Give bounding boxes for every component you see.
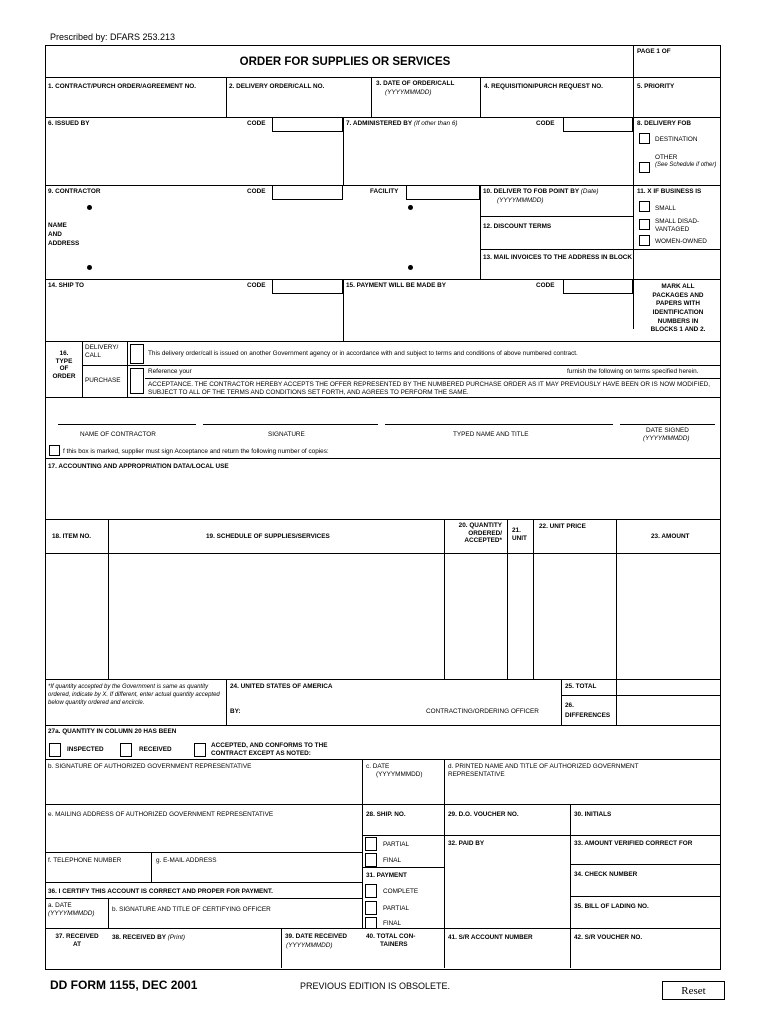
ship-final-label: FINAL <box>383 857 402 864</box>
box26-label: 26. <box>565 702 574 709</box>
box33-label: 33. AMOUNT VERIFIED CORRECT FOR <box>574 840 693 847</box>
payment-complete-label: COMPLETE <box>383 888 419 895</box>
box36-label: 36. I CERTIFY THIS ACCOUNT IS CORRECT AND PROPER FOR PAYMENT. <box>48 888 273 895</box>
box9-code-label: CODE <box>247 188 266 195</box>
received-checkbox[interactable] <box>120 743 132 757</box>
box14-code-field[interactable] <box>272 279 343 294</box>
ship-final-checkbox[interactable] <box>365 853 377 867</box>
by-label: BY: <box>230 708 241 715</box>
obsolete-note: PREVIOUS EDITION IS OBSOLETE. <box>300 981 451 991</box>
box27g-label: g. E-MAIL ADDRESS <box>156 857 217 864</box>
received-label: RECEIVED <box>139 746 172 753</box>
box20-label: 20. QUANTITY ORDERED/ ACCEPTED* <box>458 522 502 545</box>
bullet-dot <box>87 265 92 270</box>
ship-partial-checkbox[interactable] <box>365 837 377 851</box>
and-label: AND <box>48 231 62 238</box>
box6-code-field[interactable] <box>272 117 343 132</box>
box28-label: 28. SHIP. NO. <box>366 811 406 818</box>
box25-label: 25. TOTAL <box>565 683 597 690</box>
box30-label: 30. INITIALS <box>574 811 612 818</box>
box7-code-label: CODE <box>536 120 555 127</box>
box29-label: 29. D.O. VOUCHER NO. <box>448 811 519 818</box>
copies-note: f this box is marked, supplier must sign Acceptance and return the following number of copies: <box>63 448 329 455</box>
box15-label: 15. PAYMENT WILL BE MADE BY <box>346 282 447 289</box>
name-of-contractor-label: NAME OF CONTRACTOR <box>80 431 156 438</box>
box4-label: 4. REQUISITION/PURCH REQUEST NO. <box>484 83 603 90</box>
box8-label: 8. DELIVERY FOB <box>637 120 691 127</box>
box18-label: 18. ITEM NO. <box>52 533 92 540</box>
box2-label: 2. DELIVERY ORDER/CALL NO. <box>229 83 325 90</box>
box14-label: 14. SHIP TO <box>48 282 84 289</box>
bullet-dot <box>87 205 92 210</box>
signature-label: SIGNATURE <box>268 431 305 438</box>
box12-label: 12. DISCOUNT TERMS <box>483 223 552 230</box>
box24-label: 24. UNITED STATES OF AMERICA <box>230 683 333 690</box>
facility-code-field[interactable] <box>406 185 480 200</box>
reset-button[interactable]: Reset <box>662 981 725 1000</box>
differences-label: DIFFERENCES <box>565 712 611 719</box>
box31-label: 31. PAYMENT <box>366 872 407 879</box>
delivery-call-label: DELIVERY/ CALL <box>85 344 119 359</box>
acceptance-text: ACCEPTANCE. THE CONTRACTOR HEREBY ACCEPTS THE OFFER REPRESENTED BY THE NUMBERED PURCHASE ORDER AS IT MAY PREVIOUSLY HAVE BEEN OR IS NOW MODIFIED, SUBJECT TO ALL OF THE TERMS AND CONDITIONS SET FORTH, AND AGREES TO PERFORM THE SAME. <box>148 381 711 396</box>
box9-code-field[interactable] <box>272 185 343 200</box>
box7-label: 7. ADMINISTERED BY (If other than 6) <box>346 120 458 127</box>
box36a-format: (YYYYMMMDD) <box>48 910 95 917</box>
women-owned-label: WOMEN-OWNED <box>655 238 707 245</box>
fob-other-checkbox[interactable] <box>639 162 650 173</box>
box10-label: 10. DELIVER TO FOB POINT BY (Date) <box>483 188 599 195</box>
fob-destination-label: DESTINATION <box>655 136 698 143</box>
box27f-label: f. TELEPHONE NUMBER <box>48 857 122 864</box>
box1-label: 1. CONTRACT/PURCH ORDER/AGREEMENT NO. <box>48 83 197 90</box>
box23-label: 23. AMOUNT <box>651 533 690 540</box>
box27e-label: e. MAILING ADDRESS OF AUTHORIZED GOVERNMENT REPRESENTATIVE <box>48 811 274 818</box>
box36b-label: b. SIGNATURE AND TITLE OF CERTIFYING OFFICER <box>112 906 271 913</box>
box16-label: 16. TYPE OF ORDER <box>52 350 76 381</box>
facility-label: FACILITY <box>370 188 399 195</box>
box27d-label: d. PRINTED NAME AND TITLE OF AUTHORIZED GOVERNMENT REPRESENTATIVE <box>448 763 639 778</box>
box27a-label: 27a. QUANTITY IN COLUMN 20 HAS BEEN <box>48 728 177 735</box>
small-business-checkbox[interactable] <box>639 201 650 212</box>
box10-format: (YYYYMMMDD) <box>497 197 544 204</box>
form-frame <box>45 45 721 970</box>
box38-label: 38. RECEIVED BY (Print) <box>112 934 186 941</box>
box27c-format: (YYYYMMMDD) <box>376 771 423 778</box>
box15-code-field[interactable] <box>563 279 633 294</box>
box27b-label: b. SIGNATURE OF AUTHORIZED GOVERNMENT REPRESENTATIVE <box>48 763 252 770</box>
box3-label: 3. DATE OF ORDER/CALL <box>376 80 455 87</box>
box6-label: 6. ISSUED BY <box>48 120 90 127</box>
small-label: SMALL <box>655 205 676 212</box>
box35-label: 35. BILL OF LADING NO. <box>574 903 649 910</box>
copies-checkbox[interactable] <box>49 445 60 456</box>
form-number: DD FORM 1155, DEC 2001 <box>50 978 198 992</box>
box17-label: 17. ACCOUNTING AND APPROPRIATION DATA/LOCAL USE <box>48 463 229 470</box>
date-signed-label: DATE SIGNED <box>646 427 689 434</box>
mark-all-note: MARK ALL PACKAGES AND PAPERS WITH IDENTIFICATION NUMBERS IN BLOCKS 1 AND 2. <box>650 283 706 334</box>
purchase-label: PURCHASE <box>85 377 121 384</box>
inspected-label: INSPECTED <box>67 746 104 753</box>
quantity-note: *If quantity accepted by the Government is same as quantity ordered, indicate by X. If different, enter actual quantity accepted below quantity ordered and encircle. <box>48 684 220 706</box>
box21-label: 21. UNIT <box>512 527 527 542</box>
contracting-officer-label: CONTRACTING/ORDERING OFFICER <box>426 708 539 715</box>
bullet-dot <box>408 205 413 210</box>
furnish-text: furnish the following on terms specified herein. <box>567 368 699 375</box>
box32-label: 32. PAID BY <box>448 840 485 847</box>
reference-label: Reference your <box>148 368 192 375</box>
box14-code-label: CODE <box>247 282 266 289</box>
box5-label: 5. PRIORITY <box>637 83 675 90</box>
box6-code-label: CODE <box>247 120 266 127</box>
typed-name-label: TYPED NAME AND TITLE <box>453 431 529 438</box>
box41-label: 41. S/R ACCOUNT NUMBER <box>448 934 533 941</box>
box36a-label: a. DATE <box>48 902 72 909</box>
box39-format: (YYYYMMMDD) <box>286 942 333 949</box>
form-title: ORDER FOR SUPPLIES OR SERVICES <box>239 56 451 68</box>
box15-code-label: CODE <box>536 282 555 289</box>
accepted-label: ACCEPTED, AND CONFORMS TO THE CONTRACT EXCEPT AS NOTED: <box>211 742 328 757</box>
small-disadvantaged-label: SMALL DISAD- VANTAGED <box>655 218 700 233</box>
bullet-dot <box>408 265 413 270</box>
box7-code-field[interactable] <box>563 117 633 132</box>
date-signed-format: (YYYYMMMDD) <box>643 435 690 442</box>
page-label: PAGE 1 OF <box>637 48 671 55</box>
delivery-call-checkbox[interactable] <box>130 344 144 364</box>
ship-partial-label: PARTIAL <box>383 841 410 848</box>
prescribed-by: Prescribed by: DFARS 253.213 <box>50 32 176 42</box>
address-label: ADDRESS <box>48 240 80 247</box>
box11-label: 11. X IF BUSINESS IS <box>637 188 702 195</box>
payment-partial-label: PARTIAL <box>383 905 410 912</box>
purchase-checkbox[interactable] <box>130 368 144 394</box>
box34-label: 34. CHECK NUMBER <box>574 871 638 878</box>
payment-final-label: FINAL <box>383 920 402 927</box>
box39-label: 39. DATE RECEIVED <box>285 933 348 940</box>
box27c-label: c. DATE <box>366 763 390 770</box>
fob-destination-checkbox[interactable] <box>639 133 650 144</box>
box19-label: 19. SCHEDULE OF SUPPLIES/SERVICES <box>206 533 330 540</box>
box42-label: 42. S/R VOUCHER NO. <box>574 934 643 941</box>
name-label: NAME <box>48 222 67 229</box>
payment-partial-checkbox[interactable] <box>365 901 377 915</box>
payment-complete-checkbox[interactable] <box>365 884 377 898</box>
box13-label: 13. MAIL INVOICES TO THE ADDRESS IN BLOCK <box>483 254 633 261</box>
fob-other-label: OTHER <box>655 154 678 161</box>
box9-label: 9. CONTRACTOR <box>48 188 101 195</box>
box40-label: 40. TOTAL CON- TAINERS <box>366 933 416 948</box>
call-terms-text: This delivery order/call is issued on another Government agency or in accordance with and subject to terms and conditions of above numbered contract. <box>148 350 578 357</box>
accepted-checkbox[interactable] <box>194 743 206 757</box>
women-owned-checkbox[interactable] <box>639 235 650 246</box>
inspected-checkbox[interactable] <box>49 743 61 757</box>
box22-label: 22. UNIT PRICE <box>539 523 586 530</box>
fob-other-note: (See Schedule if other) <box>655 162 717 168</box>
box37-label: 37. RECEIVED AT <box>55 933 99 948</box>
small-disadvantaged-checkbox[interactable] <box>639 219 650 230</box>
box3-format: (YYYYMMMDD) <box>385 89 432 96</box>
